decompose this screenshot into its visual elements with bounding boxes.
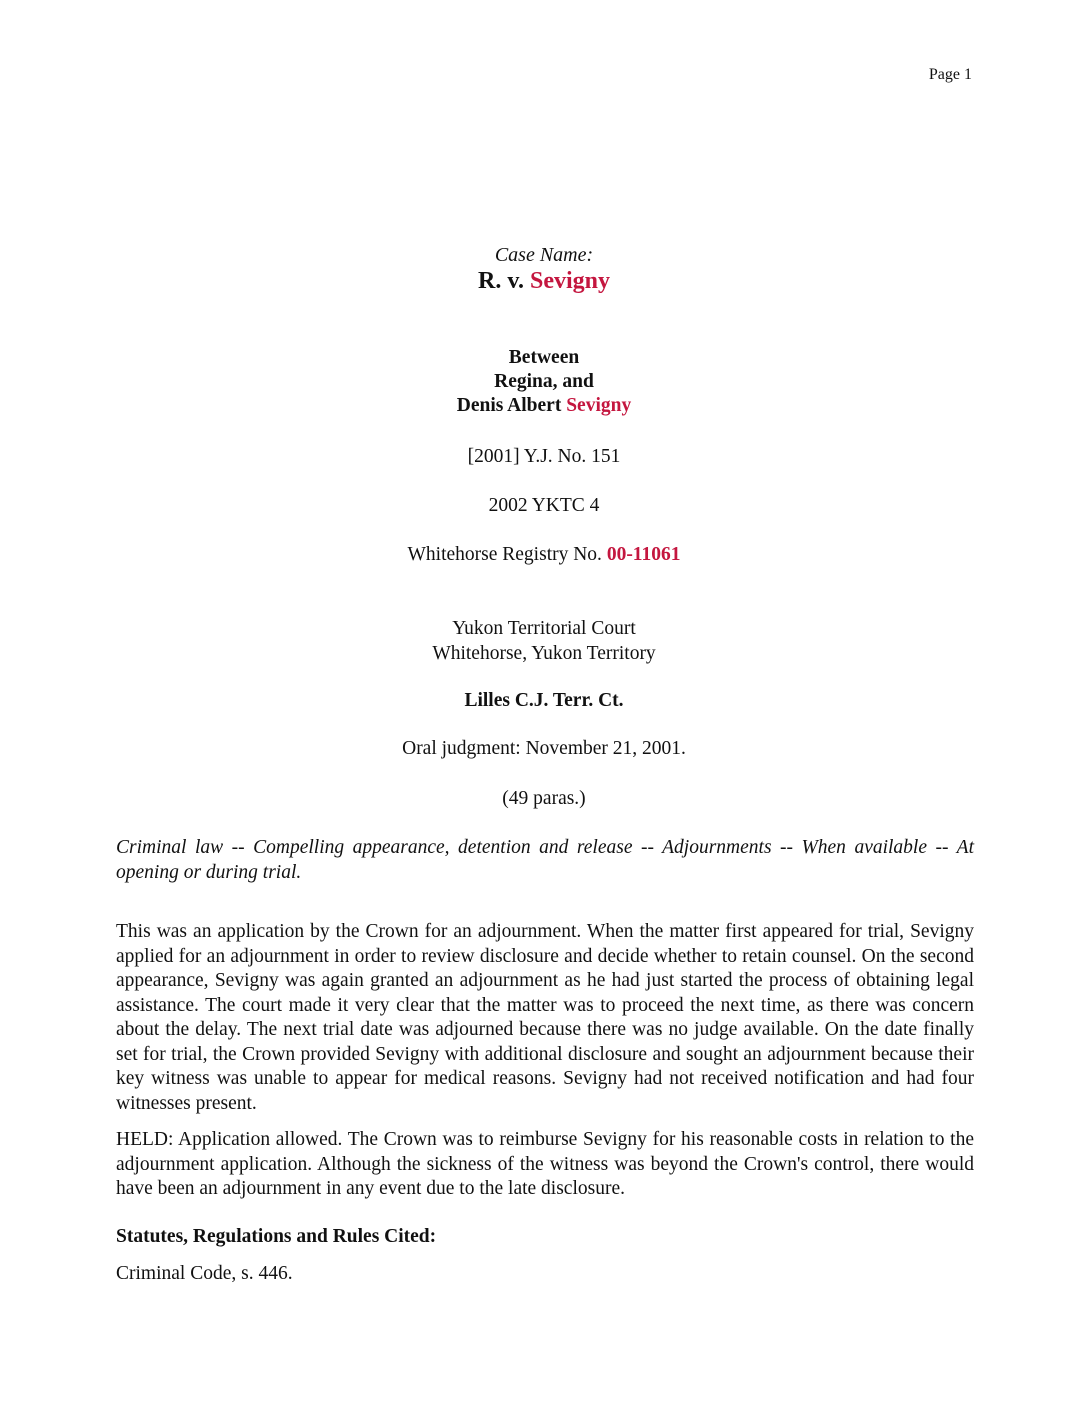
citation-yktc: 2002 YKTC 4 xyxy=(488,495,600,516)
case-title-highlight: Sevigny xyxy=(530,268,611,294)
court-name: Yukon Territorial Court xyxy=(452,618,636,639)
judge-name: Lilles C.J. Terr. Ct. xyxy=(464,690,624,711)
party-one: Regina, and xyxy=(494,371,594,392)
court-location: Whitehorse, Yukon Territory xyxy=(432,643,656,664)
held-paragraph: HELD: Application allowed. The Crown was to reimburse Sevigny for his reasonable costs in relation to the adjournment application. Although the sickness of the witness was beyond the Crown's control, there would have been an adjournment in any event due to the late disclosure. xyxy=(116,1129,974,1199)
statutes-item: Criminal Code, s. 446. xyxy=(116,1263,293,1284)
court-block xyxy=(0,616,1088,666)
registry-line xyxy=(0,544,1088,566)
party-two xyxy=(0,394,1088,418)
page-number: Page 1 xyxy=(928,66,972,83)
statutes-heading: Statutes, Regulations and Rules Cited: xyxy=(116,1226,437,1247)
case-title-prefix: R. v. xyxy=(477,268,530,294)
registry-prefix: Whitehorse Registry No. xyxy=(407,544,607,565)
parties-block xyxy=(0,346,1088,418)
party-two-prefix: Denis Albert xyxy=(456,395,567,416)
case-summary: This was an application by the Crown for an adjournment. When the matter first appeared for trial, Sevigny applied for an adjournment in order to review disclosure and decide whether to retain counsel. On the second appearance, Sevigny was again granted an adjournment as he had just started the process of obtaining legal assistance. The court made it very clear that the matter was to proceed the next time, as there was concern about the delay. The next trial date was adjourned because there was no judge available. On the date finally set for trial, the Crown provided Sevigny with additional disclosure and sought an adjournment because their key witness was unable to appear for medical reasons. Sevigny had not received notification and had four witnesses present. xyxy=(116,921,974,1114)
catchwords: Criminal law -- Compelling appearance, detention and release -- Adjournments -- When available -- At opening or during trial. xyxy=(116,837,974,883)
party-two-highlight: Sevigny xyxy=(566,395,632,416)
registry-number: 00-11061 xyxy=(606,544,681,565)
case-title xyxy=(0,268,1088,295)
paragraph-count: (49 paras.) xyxy=(502,788,586,809)
judgment-date: Oral judgment: November 21, 2001. xyxy=(402,738,686,759)
between-label: Between xyxy=(508,347,580,368)
case-name-label: Case Name: xyxy=(494,244,594,266)
citation-yj: [2001] Y.J. No. 151 xyxy=(467,446,621,467)
